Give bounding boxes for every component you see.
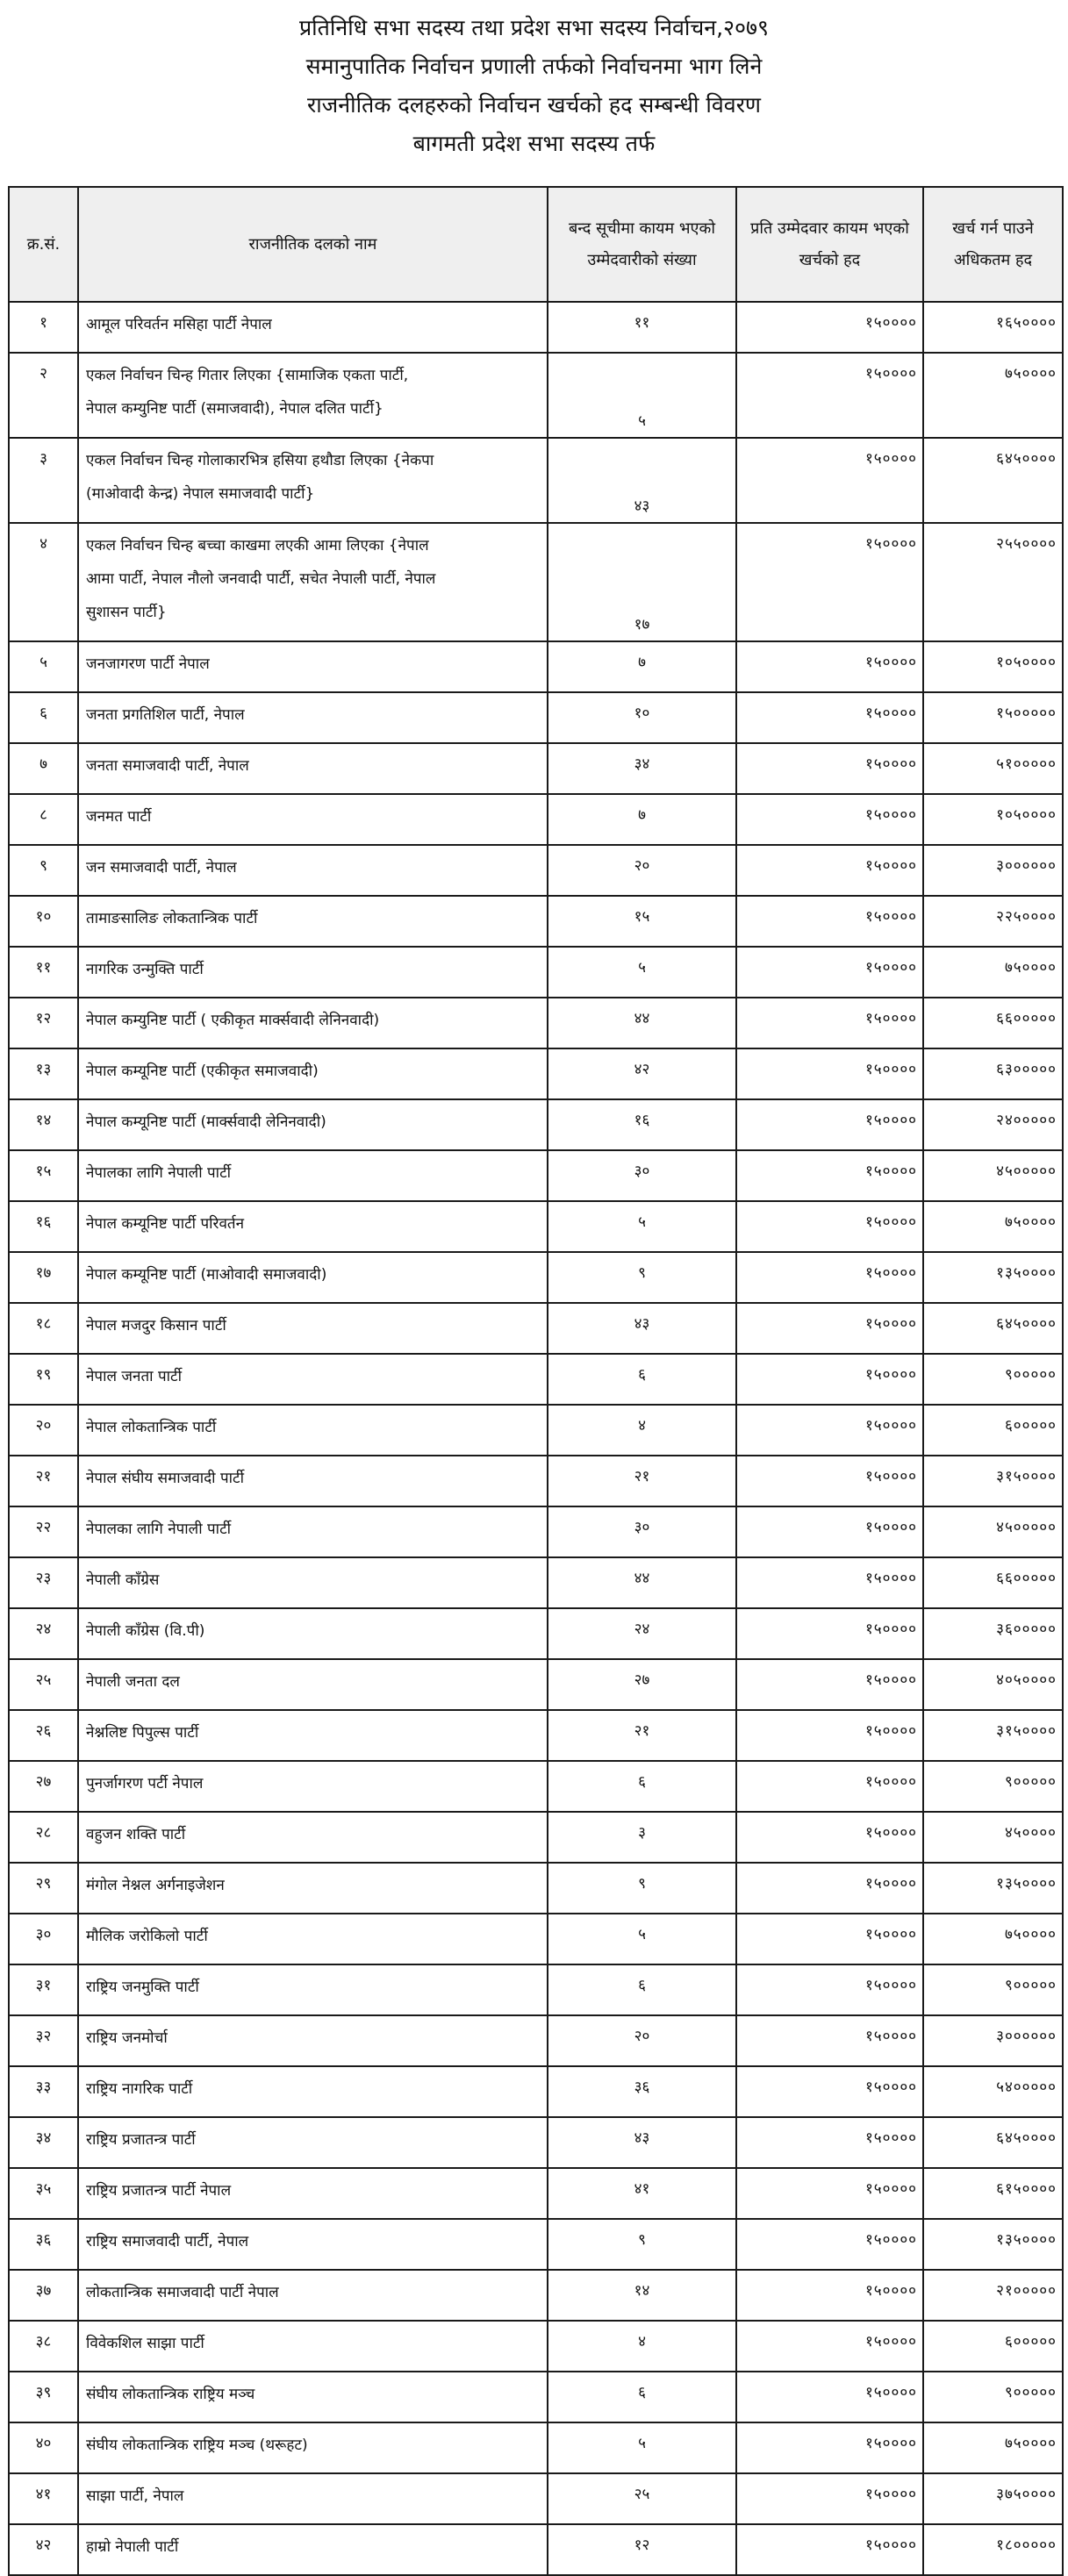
cell-party-name: राष्ट्रिय जनमोर्चा [78, 2015, 548, 2066]
cell-candidate-count: २४ [548, 1608, 736, 1659]
cell-party-name: राष्ट्रिय जनमुक्ति पार्टी [78, 1964, 548, 2015]
cell-max-limit: ३१५०००० [923, 1710, 1063, 1761]
cell-serial: ८ [9, 794, 78, 845]
title-line-2: समानुपातिक निर्वाचन प्रणाली तर्फको निर्वाचनमा भाग लिने [305, 54, 763, 79]
cell-max-limit: १३५०००० [923, 1252, 1063, 1303]
table-row [9, 2066, 1063, 2117]
cell-per-candidate-limit: १५०००० [736, 641, 923, 692]
cell-candidate-count: ९ [548, 2219, 736, 2270]
cell-per-candidate-limit: १५०००० [736, 794, 923, 845]
cell-serial: १७ [9, 1252, 78, 1303]
table-row [9, 1608, 1063, 1659]
cell-candidate-count: ५ [548, 947, 736, 998]
cell-serial: २२ [9, 1506, 78, 1557]
cell-per-candidate-limit: १५०००० [736, 2422, 923, 2473]
cell-party-name: साझा पार्टी, नेपाल [78, 2473, 548, 2524]
cell-per-candidate-limit: १५०००० [736, 1557, 923, 1608]
table-row [9, 2422, 1063, 2473]
cell-max-limit: ६४५०००० [923, 438, 1063, 523]
cell-per-candidate-limit: १५०००० [736, 2066, 923, 2117]
cell-party-name: मौलिक जरोकिलो पार्टी [78, 1914, 548, 1964]
cell-party-name: नेपाल संघीय समाजवादी पार्टी [78, 1456, 548, 1506]
cell-candidate-count: ९ [548, 1863, 736, 1914]
cell-candidate-count: १७ [548, 523, 736, 641]
cell-max-limit: १३५०००० [923, 1863, 1063, 1914]
cell-candidate-count: ४३ [548, 2117, 736, 2168]
cell-candidate-count: ७ [548, 794, 736, 845]
cell-per-candidate-limit: १५०००० [736, 2270, 923, 2321]
cell-serial: ३४ [9, 2117, 78, 2168]
cell-candidate-count: २१ [548, 1456, 736, 1506]
cell-candidate-count: २५ [548, 2473, 736, 2524]
cell-serial: २८ [9, 1812, 78, 1863]
cell-party-name: तामाङसालिङ लोकतान्त्रिक पार्टी [78, 896, 548, 947]
table-row [9, 743, 1063, 794]
cell-serial: २९ [9, 1863, 78, 1914]
cell-serial: २१ [9, 1456, 78, 1506]
cell-candidate-count: २० [548, 2015, 736, 2066]
cell-party-name: नेपाली काँग्रेस [78, 1557, 548, 1608]
cell-max-limit: १३५०००० [923, 2219, 1063, 2270]
cell-candidate-count: १० [548, 692, 736, 743]
cell-serial: ७ [9, 743, 78, 794]
cell-party-name: नेपाल कम्यूनिष्ट पार्टी (माओवादी समाजवादी) [78, 1252, 548, 1303]
table-row [9, 1150, 1063, 1201]
cell-max-limit: २४००००० [923, 1099, 1063, 1150]
expense-limit-table [8, 186, 1064, 2576]
cell-serial: ४१ [9, 2473, 78, 2524]
table-row [9, 1964, 1063, 2015]
cell-per-candidate-limit: १५०००० [736, 1710, 923, 1761]
cell-per-candidate-limit: १५०००० [736, 947, 923, 998]
table-row [9, 1405, 1063, 1456]
cell-party-name: नेपाल कम्यूनिष्ट पार्टी (मार्क्सवादी लेनिनवादी) [78, 1099, 548, 1150]
cell-party-name: जनजागरण पार्टी नेपाल [78, 641, 548, 692]
cell-per-candidate-limit: १५०००० [736, 302, 923, 353]
table-row [9, 692, 1063, 743]
cell-per-candidate-limit: १५०००० [736, 692, 923, 743]
cell-candidate-count: ४ [548, 2321, 736, 2372]
cell-max-limit: ४५००००० [923, 1506, 1063, 1557]
title-line-1: प्रतिनिधि सभा सदस्य तथा प्रदेश सभा सदस्य निर्वाचन,२०७९ [298, 15, 770, 40]
cell-max-limit: १०५०००० [923, 794, 1063, 845]
cell-per-candidate-limit: १५०००० [736, 353, 923, 438]
cell-serial: ३८ [9, 2321, 78, 2372]
cell-per-candidate-limit: १५०००० [736, 1252, 923, 1303]
cell-candidate-count: ३४ [548, 743, 736, 794]
cell-per-candidate-limit: १५०००० [736, 998, 923, 1048]
table-row [9, 1456, 1063, 1506]
cell-party-name: आमूल परिवर्तन मसिहा पार्टी नेपाल [78, 302, 548, 353]
cell-per-candidate-limit: १५०००० [736, 1761, 923, 1812]
cell-max-limit: ६४५०००० [923, 2117, 1063, 2168]
cell-party-name: एकल निर्वाचन चिन्ह गोलाकारभित्र हसिया हथौडा लिएका {नेकपा (माओवादी केन्द्र) नेपाल समाजवादी पार्टी} [78, 438, 548, 523]
table-row [9, 523, 1063, 641]
cell-per-candidate-limit: १५०००० [736, 1099, 923, 1150]
cell-candidate-count: ४ [548, 1405, 736, 1456]
cell-party-name: जन समाजवादी पार्टी, नेपाल [78, 845, 548, 896]
table-row [9, 2219, 1063, 2270]
cell-candidate-count: ३० [548, 1150, 736, 1201]
table-row [9, 1506, 1063, 1557]
cell-candidate-count: ३० [548, 1506, 736, 1557]
cell-per-candidate-limit: १५०००० [736, 1201, 923, 1252]
cell-max-limit: ९००००० [923, 2372, 1063, 2422]
cell-per-candidate-limit: १५०००० [736, 2524, 923, 2575]
cell-serial: २ [9, 353, 78, 438]
cell-per-candidate-limit: १५०००० [736, 1812, 923, 1863]
header-serial: क्र.सं. [9, 187, 78, 302]
cell-max-limit: ४०५०००० [923, 1659, 1063, 1710]
document-title [0, 9, 1068, 163]
cell-serial: २६ [9, 1710, 78, 1761]
cell-serial: १० [9, 896, 78, 947]
cell-serial: ९ [9, 845, 78, 896]
cell-max-limit: ३६००००० [923, 1608, 1063, 1659]
cell-per-candidate-limit: १५०००० [736, 2117, 923, 2168]
table-row [9, 2168, 1063, 2219]
cell-max-limit: ५१००००० [923, 743, 1063, 794]
table-row [9, 2270, 1063, 2321]
cell-candidate-count: ५ [548, 1201, 736, 1252]
cell-serial: ६ [9, 692, 78, 743]
header-per-candidate-limit: प्रति उम्मेदवार कायम भएको खर्चको हद [736, 187, 923, 302]
cell-max-limit: ९००००० [923, 1964, 1063, 2015]
cell-candidate-count: ४१ [548, 2168, 736, 2219]
cell-max-limit: ६४५०००० [923, 1303, 1063, 1354]
cell-per-candidate-limit: १५०००० [736, 896, 923, 947]
table-row [9, 1099, 1063, 1150]
table-row [9, 1761, 1063, 1812]
cell-max-limit: ३१५०००० [923, 1456, 1063, 1506]
cell-per-candidate-limit: १५०००० [736, 1608, 923, 1659]
cell-party-name: नेपाल लोकतान्त्रिक पार्टी [78, 1405, 548, 1456]
cell-serial: ४२ [9, 2524, 78, 2575]
cell-party-name: राष्ट्रिय समाजवादी पार्टी, नेपाल [78, 2219, 548, 2270]
cell-serial: १८ [9, 1303, 78, 1354]
title-line-3: राजनीतिक दलहरुको निर्वाचन खर्चको हद सम्बन्धी विवरण [306, 92, 761, 118]
table-row [9, 2473, 1063, 2524]
cell-party-name: राष्ट्रिय नागरिक पार्टी [78, 2066, 548, 2117]
cell-candidate-count: १६ [548, 1099, 736, 1150]
cell-per-candidate-limit: १५०००० [736, 2168, 923, 2219]
cell-party-name: राष्ट्रिय प्रजातन्त्र पार्टी नेपाल [78, 2168, 548, 2219]
cell-candidate-count: ९ [548, 1252, 736, 1303]
cell-candidate-count: ५ [548, 1914, 736, 1964]
cell-party-name: नेपाल मजदुर किसान पार्टी [78, 1303, 548, 1354]
table-row [9, 2117, 1063, 2168]
cell-per-candidate-limit: १५०००० [736, 1964, 923, 2015]
cell-serial: १४ [9, 1099, 78, 1150]
cell-per-candidate-limit: १५०००० [736, 1150, 923, 1201]
cell-max-limit: ३०००००० [923, 2015, 1063, 2066]
cell-candidate-count: ४३ [548, 438, 736, 523]
cell-serial: १५ [9, 1150, 78, 1201]
cell-max-limit: ७५०००० [923, 1201, 1063, 1252]
cell-max-limit: १६५०००० [923, 302, 1063, 353]
cell-candidate-count: ४२ [548, 1048, 736, 1099]
cell-party-name: हाम्रो नेपाली पार्टी [78, 2524, 548, 2575]
cell-candidate-count: २० [548, 845, 736, 896]
cell-serial: ३१ [9, 1964, 78, 2015]
cell-per-candidate-limit: १५०००० [736, 1506, 923, 1557]
cell-max-limit: ६३००००० [923, 1048, 1063, 1099]
table-row [9, 1252, 1063, 1303]
cell-party-name: नेपाली काँग्रेस (वि.पी) [78, 1608, 548, 1659]
cell-per-candidate-limit: १५०००० [736, 845, 923, 896]
table-row [9, 794, 1063, 845]
cell-per-candidate-limit: १५०००० [736, 2219, 923, 2270]
table-row [9, 2524, 1063, 2575]
cell-max-limit: ७५०००० [923, 353, 1063, 438]
cell-max-limit: १०५०००० [923, 641, 1063, 692]
cell-serial: १२ [9, 998, 78, 1048]
table-row [9, 438, 1063, 523]
cell-candidate-count: २१ [548, 1710, 736, 1761]
cell-serial: २३ [9, 1557, 78, 1608]
cell-max-limit: ७५०००० [923, 1914, 1063, 1964]
cell-serial: ३ [9, 438, 78, 523]
cell-max-limit: ३७५०००० [923, 2473, 1063, 2524]
cell-party-name: जनता प्रगतिशिल पार्टी, नेपाल [78, 692, 548, 743]
table-row [9, 1354, 1063, 1405]
cell-candidate-count: ६ [548, 2372, 736, 2422]
cell-serial: ३९ [9, 2372, 78, 2422]
cell-serial: १६ [9, 1201, 78, 1252]
cell-party-name: एकल निर्वाचन चिन्ह बच्चा काखमा लएकी आमा लिएका {नेपाल आमा पार्टी, नेपाल नौलो जनवादी पार्टी, सचेत नेपाली पार्टी, नेपाल सुशासन पार्टी} [78, 523, 548, 641]
cell-max-limit: ४५०००० [923, 1812, 1063, 1863]
cell-max-limit: २२५०००० [923, 896, 1063, 947]
cell-party-name: नागरिक उन्मुक्ति पार्टी [78, 947, 548, 998]
cell-serial: ११ [9, 947, 78, 998]
cell-max-limit: ६६००००० [923, 998, 1063, 1048]
cell-serial: २५ [9, 1659, 78, 1710]
cell-serial: १३ [9, 1048, 78, 1099]
cell-max-limit: ९००००० [923, 1354, 1063, 1405]
table-row [9, 641, 1063, 692]
cell-party-name: नेपाल कम्यूनिष्ट पार्टी परिवर्तन [78, 1201, 548, 1252]
cell-party-name: पुनर्जागरण पर्टी नेपाल [78, 1761, 548, 1812]
cell-serial: १ [9, 302, 78, 353]
cell-candidate-count: ४३ [548, 1303, 736, 1354]
cell-max-limit: ४५००००० [923, 1150, 1063, 1201]
table-body [9, 302, 1063, 2575]
table-row [9, 2015, 1063, 2066]
cell-per-candidate-limit: १५०००० [736, 2473, 923, 2524]
cell-party-name: नेपालका लागि नेपाली पार्टी [78, 1506, 548, 1557]
cell-per-candidate-limit: १५०००० [736, 1456, 923, 1506]
cell-party-name: संघीय लोकतान्त्रिक राष्ट्रिय मञ्च (थरूहट) [78, 2422, 548, 2473]
cell-party-name: नेपाल कम्यूनिष्ट पार्टी (एकीकृत समाजवादी) [78, 1048, 548, 1099]
cell-per-candidate-limit: १५०००० [736, 2015, 923, 2066]
cell-max-limit: ६००००० [923, 1405, 1063, 1456]
table-row [9, 1303, 1063, 1354]
cell-max-limit: ७५०००० [923, 2422, 1063, 2473]
cell-per-candidate-limit: १५०००० [736, 2321, 923, 2372]
cell-serial: ३५ [9, 2168, 78, 2219]
cell-party-name: एकल निर्वाचन चिन्ह गितार लिएका {सामाजिक एकता पार्टी, नेपाल कम्युनिष्ट पार्टी (समाजवादी), नेपाल दलित पार्टी} [78, 353, 548, 438]
table-row [9, 1659, 1063, 1710]
table-row [9, 845, 1063, 896]
cell-per-candidate-limit: १५०००० [736, 438, 923, 523]
cell-candidate-count: ५ [548, 2422, 736, 2473]
cell-per-candidate-limit: १५०००० [736, 2372, 923, 2422]
table-row [9, 1201, 1063, 1252]
cell-serial: २७ [9, 1761, 78, 1812]
cell-max-limit: ५४००००० [923, 2066, 1063, 2117]
table-row [9, 1710, 1063, 1761]
cell-max-limit: १८००००० [923, 2524, 1063, 2575]
cell-serial: ३७ [9, 2270, 78, 2321]
header-max-limit: खर्च गर्न पाउने अधिकतम हद [923, 187, 1063, 302]
table-row [9, 2372, 1063, 2422]
cell-candidate-count: ७ [548, 641, 736, 692]
cell-candidate-count: १२ [548, 2524, 736, 2575]
cell-party-name: लोकतान्त्रिक समाजवादी पार्टी नेपाल [78, 2270, 548, 2321]
cell-serial: २० [9, 1405, 78, 1456]
table-row [9, 947, 1063, 998]
table-row [9, 2321, 1063, 2372]
cell-max-limit: ३०००००० [923, 845, 1063, 896]
cell-max-limit: ६१५०००० [923, 2168, 1063, 2219]
title-line-4: बागमती प्रदेश सभा सदस्य तर्फ [412, 131, 656, 156]
cell-candidate-count: ६ [548, 1761, 736, 1812]
header-party-name: राजनीतिक दलको नाम [78, 187, 548, 302]
cell-candidate-count: १४ [548, 2270, 736, 2321]
table-row [9, 896, 1063, 947]
cell-serial: ३२ [9, 2015, 78, 2066]
cell-party-name: राष्ट्रिय प्रजातन्त्र पार्टी [78, 2117, 548, 2168]
table-row [9, 998, 1063, 1048]
table-row [9, 1048, 1063, 1099]
cell-party-name: नेपालका लागि नेपाली पार्टी [78, 1150, 548, 1201]
table-row [9, 302, 1063, 353]
cell-per-candidate-limit: १५०००० [736, 1914, 923, 1964]
cell-candidate-count: ४४ [548, 1557, 736, 1608]
cell-candidate-count: ११ [548, 302, 736, 353]
cell-party-name: नेश्नलिष्ट पिपुल्स पार्टी [78, 1710, 548, 1761]
cell-serial: १९ [9, 1354, 78, 1405]
cell-per-candidate-limit: १५०००० [736, 743, 923, 794]
cell-party-name: संघीय लोकतान्त्रिक राष्ट्रिय मञ्च [78, 2372, 548, 2422]
cell-candidate-count: ६ [548, 1354, 736, 1405]
cell-per-candidate-limit: १५०००० [736, 1405, 923, 1456]
table-row [9, 1914, 1063, 1964]
cell-max-limit: २१००००० [923, 2270, 1063, 2321]
cell-max-limit: २५५०००० [923, 523, 1063, 641]
cell-per-candidate-limit: १५०००० [736, 1048, 923, 1099]
cell-max-limit: ६६००००० [923, 1557, 1063, 1608]
cell-per-candidate-limit: १५०००० [736, 1354, 923, 1405]
cell-max-limit: ७५०००० [923, 947, 1063, 998]
cell-party-name: नेपाल जनता पार्टी [78, 1354, 548, 1405]
cell-candidate-count: ३६ [548, 2066, 736, 2117]
table-header-row [9, 187, 1063, 302]
cell-serial: ४० [9, 2422, 78, 2473]
cell-serial: २४ [9, 1608, 78, 1659]
cell-candidate-count: ६ [548, 1964, 736, 2015]
header-candidate-count: बन्द सूचीमा कायम भएको उम्मेदवारीको संख्या [548, 187, 736, 302]
cell-serial: ५ [9, 641, 78, 692]
cell-per-candidate-limit: १५०००० [736, 1303, 923, 1354]
cell-candidate-count: ४४ [548, 998, 736, 1048]
cell-party-name: विवेकशिल साझा पार्टी [78, 2321, 548, 2372]
table-row [9, 353, 1063, 438]
cell-party-name: नेपाल कम्युनिष्ट पार्टी ( एकीकृत मार्क्सवादी लेनिनवादी) [78, 998, 548, 1048]
cell-party-name: वहुजन शक्ति पार्टी [78, 1812, 548, 1863]
cell-serial: ४ [9, 523, 78, 641]
table-row [9, 1557, 1063, 1608]
cell-per-candidate-limit: १५०००० [736, 1659, 923, 1710]
cell-party-name: मंगोल नेश्नल अर्गनाइजेशन [78, 1863, 548, 1914]
cell-per-candidate-limit: १५०००० [736, 523, 923, 641]
cell-party-name: नेपाली जनता दल [78, 1659, 548, 1710]
cell-party-name: जनता समाजवादी पार्टी, नेपाल [78, 743, 548, 794]
cell-serial: ३० [9, 1914, 78, 1964]
cell-candidate-count: ५ [548, 353, 736, 438]
cell-per-candidate-limit: १५०००० [736, 1863, 923, 1914]
cell-serial: ३३ [9, 2066, 78, 2117]
cell-party-name: जनमत पार्टी [78, 794, 548, 845]
cell-candidate-count: १५ [548, 896, 736, 947]
cell-max-limit: ६००००० [923, 2321, 1063, 2372]
table-row [9, 1812, 1063, 1863]
cell-candidate-count: ३ [548, 1812, 736, 1863]
cell-candidate-count: २७ [548, 1659, 736, 1710]
cell-serial: ३६ [9, 2219, 78, 2270]
cell-max-limit: १५००००० [923, 692, 1063, 743]
table-row [9, 1863, 1063, 1914]
cell-max-limit: ९००००० [923, 1761, 1063, 1812]
